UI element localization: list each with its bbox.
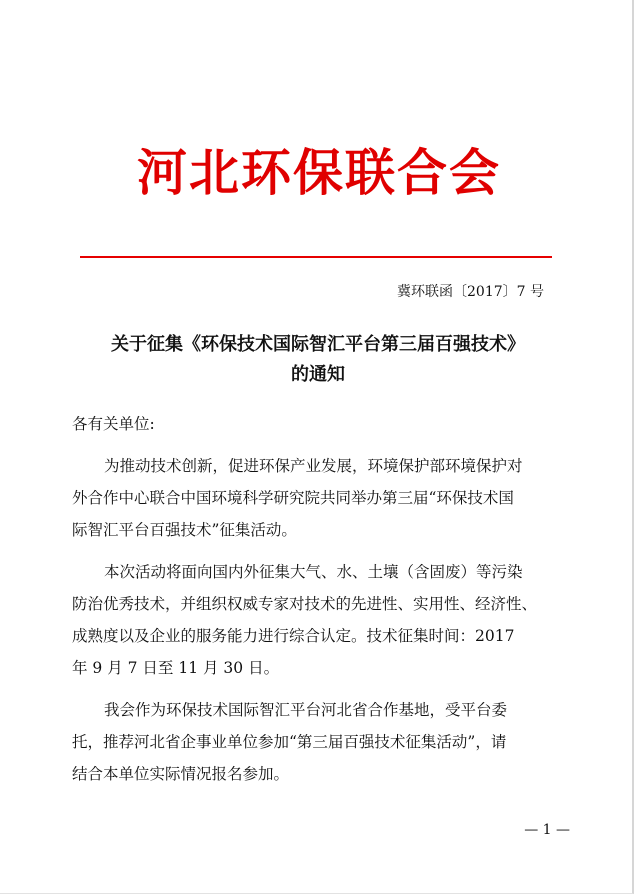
page-number: — 1 —: [524, 822, 570, 838]
paragraph-line: 结合本单位实际情况报名参加。: [72, 765, 290, 783]
document-number: 冀环联函〔2017〕7 号: [397, 284, 544, 300]
paragraph-line: 为推动技术创新，促进环保产业发展，环境保护部环境保护对: [104, 457, 523, 475]
paragraph-line: 托，推荐河北省企事业单位参加“第三届百强技术征集活动”，请: [72, 733, 507, 751]
paragraph-line: 际智汇平台百强技术”征集活动。: [72, 521, 297, 539]
paragraph-line: 成熟度以及企业的服务能力进行综合认定。技术征集时间：2017: [72, 627, 515, 645]
paragraph-line: 防治优秀技术，并组织权威专家对技术的先进性、实用性、经济性、: [72, 595, 538, 613]
masthead-title: 河北环保联合会: [137, 143, 501, 202]
notice-title: [62, 330, 574, 390]
notice-title-line-2: 的通知: [291, 364, 345, 385]
notice-title-line-1: 关于征集《环保技术国际智汇平台第三届百强技术》: [111, 334, 525, 355]
paragraph-3: [72, 694, 562, 790]
paragraph-1: [72, 450, 562, 546]
salutation: 各有关单位:: [72, 415, 155, 433]
paragraph-line: 年 9 月 7 日至 11 月 30 日。: [72, 659, 280, 677]
red-divider-line: [80, 256, 552, 258]
paragraph-2: [72, 556, 562, 684]
paragraph-line: 我会作为环保技术国际智汇平台河北省合作基地，受平台委: [104, 701, 508, 719]
notice-body: [72, 408, 562, 790]
paragraph-line: 本次活动将面向国内外征集大气、水、土壤（含固废）等污染: [104, 563, 523, 581]
paragraph-line: 外合作中心联合中国环境科学研究院共同举办第三届“环保技术国: [72, 489, 514, 507]
